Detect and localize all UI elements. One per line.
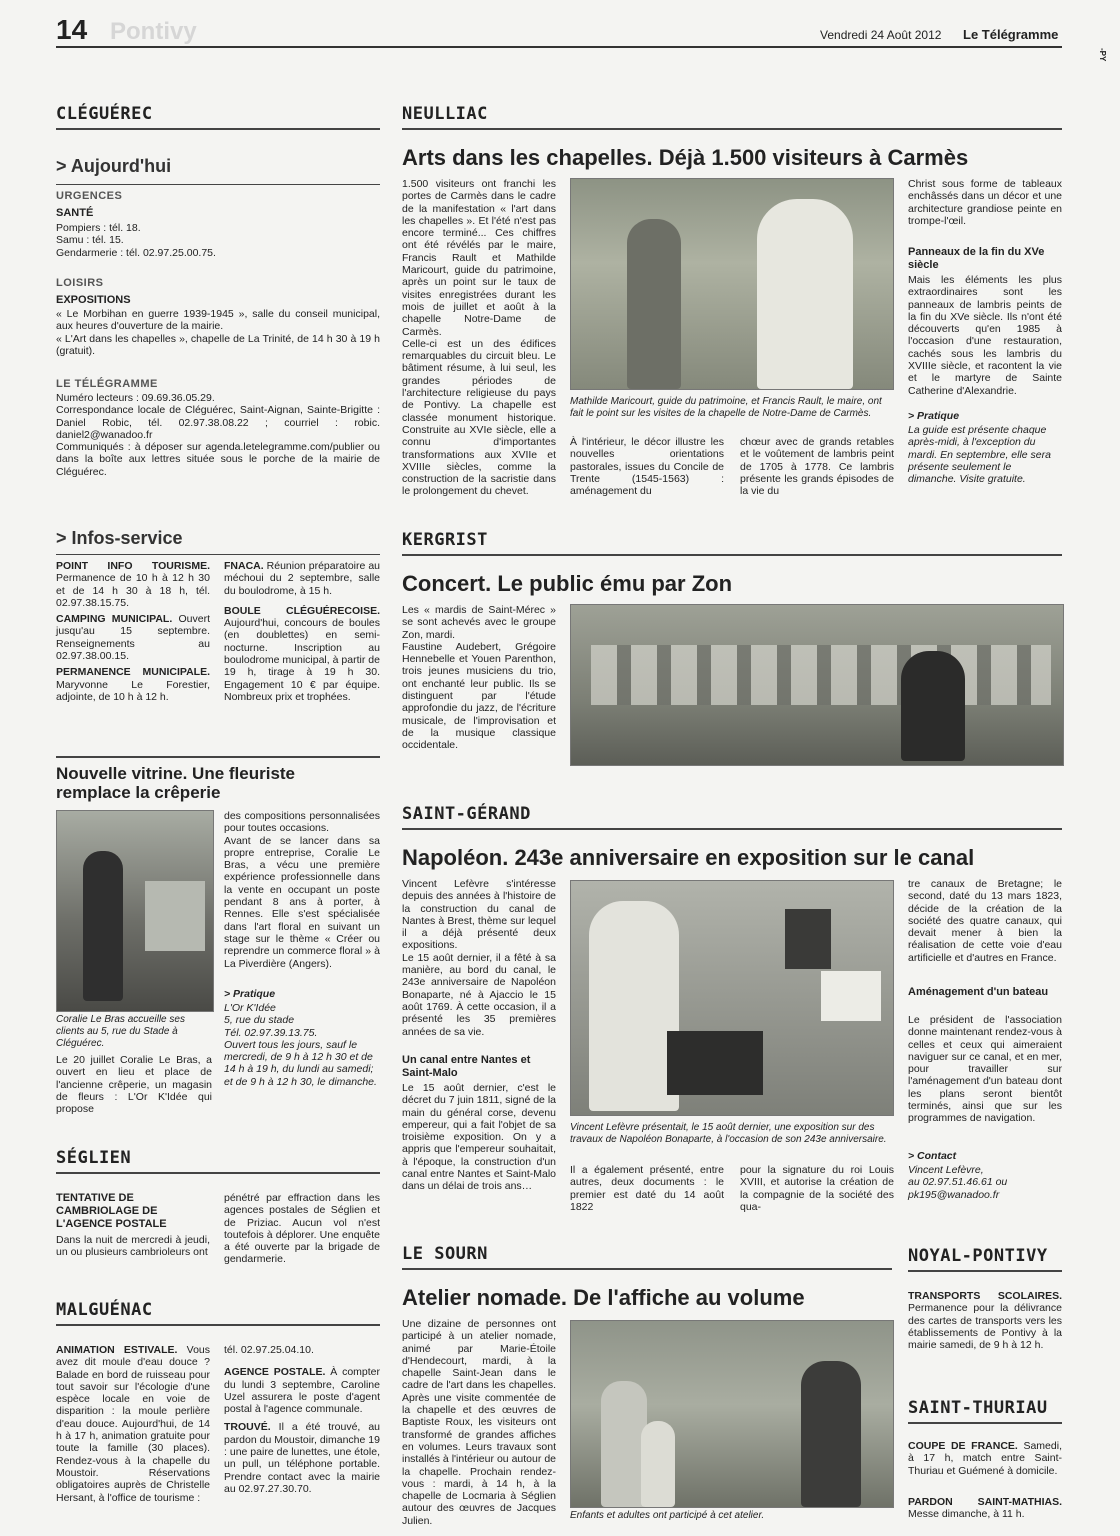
section-rule — [56, 1172, 380, 1174]
section-le-sourn: LE SOURN — [402, 1244, 488, 1264]
neulliac-col-2: À l'intérieur, le décor illustre les nouvelles orientations pastorales, issues du Concile de Trente (1545-1563) : aménagement du — [570, 436, 724, 498]
telegramme-label: LE TÉLÉGRAMME — [56, 378, 158, 390]
le-sourn-headline: Atelier nomade. De l'affiche au volume — [402, 1285, 805, 1310]
photo-frame — [667, 1031, 763, 1095]
header-rule — [56, 46, 1062, 48]
section-rule — [402, 128, 1062, 130]
photo-figure — [627, 219, 681, 389]
section-rule — [402, 828, 1062, 830]
saint-gerand-headline: Napoléon. 243e anniversaire en exposition sur le canal — [402, 845, 975, 870]
info-item — [56, 560, 210, 609]
kergrist-body: Les « mardis de Saint-Mérec » se sont achevés avec le groupe Zon, mardi. Faustine Audebert, Grégoire Hennebelle et Youen Parenthon, trois jeunes musiciens du trio, ont enchanté leur public. Ils se distinguent par l'étude approfondie du jazz, de l'écriture musicale, de l'improvisation et de la musique classique occidentale. — [402, 604, 556, 752]
section-rule — [56, 1324, 380, 1326]
chapel-visit-photo — [570, 178, 894, 390]
trouve-body: Il a été trouvé, au pardon du Moustoir, dimanche 19 : une paire de lunettes, une étole, un pull, un téléphone portable. Prendre contact avec la mairie au 02.97.27.30.70. — [224, 1421, 381, 1495]
edge-code: -PY — [1098, 48, 1107, 62]
photo-figure — [589, 901, 679, 1111]
section-rule — [908, 1422, 1062, 1424]
rule — [56, 756, 380, 758]
transports-head: TRANSPORTS SCOLAIRES. — [908, 1290, 1062, 1302]
vitrine-body-2: des compositions personnalisées pour toutes occasions. Avant de se lancer dans sa propre entreprise, Coralie Le Bras, a vécu une première expérience professionnelle dans la vente en occupant un poste pendant 8 ans à porter, à Rennes. Elle s'est spécialisée dans l'art floral en suivant un stage sur le thème « Créer ou reprendre un commerce floral » à La Piverdière (Angers). — [224, 810, 380, 970]
saint-gerand-col-1a: Vincent Lefèvre s'intéresse depuis des années à l'histoire de la construction du canal de Nantes à Brest, thème sur lequel il a déjà présenté deux expositions. Le 15 août dernier, il a fêté à sa manière, au bord du canal, le 243e anniversaire de Napoléon Bonaparte, né à Ajaccio le 15 août 1769. À cette occasion, il a présenté les 35 premières années de sa vie. — [402, 878, 556, 1038]
seglien-body-1: Dans la nuit de mercredi à jeudi, un ou plusieurs cambrioleurs ont — [56, 1234, 210, 1259]
infos-column-1 — [56, 560, 210, 703]
infos-column-2 — [224, 560, 380, 703]
neulliac-caption: Mathilde Maricourt, guide du patrimoine, et Francis Rault, le maire, ont fait le point sur les visites de la chapelle de Notre-Dame de Carmès. — [570, 396, 882, 419]
vitrine-pratique: L'Or K'Idée 5, rue du stade Tél. 02.97.39.13.75. Ouvert tous les jours, sauf le mercredi, de 9 h à 12 h 30 et de 14 h à 19 h, du lundi au samedi; et de 9 h à 12 h 30, le dimanche. — [224, 1002, 377, 1088]
neulliac-pratique: La guide est présente chaque après-midi, à l'exception du mardi. En septembre, elle sera présente seulement le dimanche. Visite gratuite. — [908, 424, 1051, 486]
transports-item — [908, 1290, 1062, 1351]
info-item-body: Ouvert jusqu'au 15 septembre. Renseignements au 02.97.38.00.15. — [56, 613, 210, 663]
vitrine-caption: Coralie Le Bras accueille ses clients au 5, rue du Stade à Cléguérec. — [56, 1014, 185, 1049]
photo-shelves — [145, 881, 205, 951]
vitrine-pratique-label: > Pratique — [224, 988, 276, 1000]
newspaper-name: Le Télégramme — [963, 27, 1059, 42]
section-cleguerec: CLÉGUÉREC — [56, 104, 153, 124]
saint-gerand-col-4a: tre canaux de Bretagne; le second, daté du 13 mars 1823, décide de la création de la société des quatre canaux, qui devait mener à bien la réalisation de cette voie d'eau artificielle et d'autres en France. — [908, 878, 1062, 964]
today-title: > Aujourd'hui — [56, 156, 172, 176]
loisirs-label: LOISIRS — [56, 277, 104, 289]
malguenac-column-2 — [224, 1344, 380, 1495]
section-malguenac: MALGUÉNAC — [56, 1300, 153, 1320]
section-neulliac: NEULLIAC — [402, 104, 488, 124]
photo-figure — [901, 651, 965, 761]
sante-label: SANTÉ — [56, 207, 94, 219]
neulliac-col-1: 1.500 visiteurs ont franchi les portes de Carmès dans le cadre de la manifestation « l'art dans les chapelles ». Et l'été n'est pas encore terminé... Ces chiffres ont été révélés par le maire, Francis Rault et Mathilde Maricourt, guide du patrimoine, après un point sur le taux de visites enregistrées durant les mois de juillet et août à la chapelle Notre-Dame de Carmès. Celle-ci est un des édifices remarquables du circuit bleu. Le bâtiment résume, à lui seul, les grandes périodes de l'architecture religieuse du pays de Pontivy. La chapelle est classée monument historique. Construite au XVIe siècle, elle a connu d'importantes transformations aux XVIIe et XVIIIe siècles, comme la construction de la sacristie dans le prolongement du chevet. — [402, 178, 556, 498]
info-item-head: POINT INFO TOURISME. — [56, 560, 210, 572]
info-item — [56, 666, 210, 703]
animation-head: ANIMATION ESTIVALE. — [56, 1344, 178, 1356]
photo-figure — [641, 1421, 675, 1507]
section-seglien: SÉGLIEN — [56, 1148, 132, 1168]
napoleon-exhibition-photo — [570, 880, 894, 1116]
photo-figure — [801, 1361, 861, 1507]
ghost-page-title: Pontivy — [110, 18, 197, 45]
agence-body: À compter du lundi 3 septembre, Caroline Uzel assurera le poste d'agent postal à l'agence communale. — [224, 1366, 380, 1416]
coupe-body: Samedi, à 17 h, match entre Saint-Thuriau et Guémené à domicile. — [908, 1440, 1062, 1477]
photo-crowd — [591, 645, 1051, 705]
coupe-head: COUPE DE FRANCE. — [908, 1440, 1018, 1452]
seglien-head: TENTATIVE DE CAMBRIOLAGE DE L'AGENCE POSTALE — [56, 1192, 167, 1230]
florist-photo — [56, 810, 214, 1012]
agence-item — [224, 1366, 380, 1415]
contact-info: Vincent Lefèvre, au 02.97.51.46.61 ou pk195@wanadoo.fr — [908, 1164, 1008, 1201]
neulliac-col-3: chœur avec de grands retables et le voûtement de lambris peint de 1705 à 1778. Ce lambris présente les grands épisodes de la vie du — [740, 436, 894, 498]
infos-service-title: > Infos-service — [56, 528, 183, 548]
neulliac-headline: Arts dans les chapelles. Déjà 1.500 visiteurs à Carmès — [402, 145, 969, 170]
telegramme-text: Numéro lecteurs : 09.69.36.05.29. Correspondance locale de Cléguérec, Saint-Aignan, Sainte-Brigitte : Daniel Robic, tél. 02.97.38.08.22 ; courriel : robic. daniel2@wanadoo.fr Communiqués : à déposer sur agenda.letelegramme.com/publier ou dans la boîte aux lettres située sous le porche de la mairie de Cléguérec. — [56, 392, 380, 478]
section-saint-gerand: SAINT-GÉRAND — [402, 804, 531, 824]
saint-gerand-col-3: pour la signature du roi Louis XVIII, et autorise la création de la compagnie de la société des qua- — [740, 1164, 894, 1213]
saint-gerand-caption: Vincent Lefèvre présentait, le 15 août dernier, une exposition sur des travaux de Napoléon Bonaparte, à l'occasion de son 243e anniversaire. — [570, 1122, 887, 1145]
malguenac-tel: tél. 02.97.25.04.10. — [224, 1344, 314, 1356]
trouve-item — [224, 1421, 380, 1495]
sante-line: Gendarmerie : tél. 02.97.25.00.75. — [56, 246, 216, 259]
coupe-item — [908, 1440, 1062, 1477]
info-item-head: PERMANENCE MUNICIPALE. — [56, 666, 210, 679]
sante-line: Pompiers : tél. 18. — [56, 222, 141, 234]
section-kergrist: KERGRIST — [402, 530, 488, 550]
concert-audience-photo — [570, 604, 1064, 766]
info-item-body: Aujourd'hui, concours de boules (en doublettes) en semi-nocturne. Inscription au boulodrome municipal, à partir de 19 h, tirage à 19 h 30. Engagement 10 € par équipe. Nombreux prix et trophées. — [224, 617, 380, 703]
section-rule — [908, 1270, 1062, 1272]
trouve-head: TROUVÉ. — [224, 1421, 271, 1434]
rule — [56, 184, 380, 185]
page-number: 14 — [56, 14, 88, 45]
neulliac-pratique-label: > Pratique — [908, 410, 960, 422]
info-item-head: BOULE CLÉGUÉRECOISE. — [224, 604, 380, 617]
kergrist-headline: Concert. Le public ému par Zon — [402, 571, 733, 596]
expositions-text: « Le Morbihan en guerre 1939-1945 », salle du conseil municipal, aux heures d'ouverture de la mairie. « L'Art dans les chapelles », chapelle de La Trinité, de 14 h 30 à 19 h (gratuit). — [56, 308, 380, 357]
agence-head: AGENCE POSTALE. — [224, 1366, 326, 1379]
sante-line: Samu : tél. 15. — [56, 234, 124, 247]
seglien-body-2: pénétré par effraction dans les agences postales de Séglien et de Priziac. Aucun vol n'est toutefois à déplorer. Une enquête a été ouverte par la brigade de gendarmerie. — [224, 1192, 380, 1266]
saint-gerand-col-1b: Le 15 août dernier, c'est le décret du 7 juin 1811, signé de la main du général corse, devenu empereur, qui a fait l'objet de sa troisième exposition. On y a appris que l'empereur souhaitait, à l'époque, la construction d'un canal entre Nantes et Saint-Malo dans un délai de trois ans… — [402, 1082, 556, 1193]
saint-gerand-col-2: Il a également présenté, entre autres, deux documents : le premier est daté du 14 août 1822 — [570, 1164, 724, 1213]
transports-body: Permanence pour la délivrance des cartes de transports vers les établissements de Pontivy à la mairie samedi, de 9 h à 12 h. — [908, 1302, 1062, 1352]
workshop-photo — [570, 1320, 894, 1508]
animation-body: Vous avez dit moule d'eau douce ? Balade en bord de ruisseau pour tout savoir sur l'écologie d'une espèce locale en voie de disparition : la moule perlière d'eau douce. Aujourd'hui, de 14 h à 17 h, animation gratuite pour toute la famille (30 places). Rendez-vous à la chapelle du Moustoir. Réservations obligatoires auprès de Christelle Hersant, à l'office de tourisme : — [56, 1344, 210, 1504]
section-saint-thuriau: SAINT-THURIAU — [908, 1398, 1048, 1418]
pardon-body: Messe dimanche, à 11 h. — [908, 1508, 1025, 1521]
section-noyal-pontivy: NOYAL-PONTIVY — [908, 1246, 1048, 1266]
vitrine-body-1: Le 20 juillet Coralie Le Bras, a ouvert en lieu et place de l'ancienne crêperie, un magasin de fleurs : L'Or K'Idée qui propose — [56, 1054, 212, 1116]
urgences-label: URGENCES — [56, 190, 123, 202]
saint-gerand-subhead-1: Un canal entre Nantes et Saint-Malo — [402, 1054, 531, 1079]
photo-frame — [821, 971, 881, 1021]
sante-list — [56, 222, 380, 259]
saint-gerand-subhead-2: Aménagement d'un bateau — [908, 986, 1049, 998]
info-item — [56, 613, 210, 662]
info-item — [224, 605, 380, 703]
section-rule — [56, 128, 380, 130]
info-item-head: CAMPING MUNICIPAL. — [56, 613, 173, 626]
section-rule — [402, 1268, 892, 1270]
pardon-item — [908, 1496, 1062, 1521]
neulliac-col-4a: Christ sous forme de tableaux enchâssés dans un décor et une architecture grandiose peinte en trompe-l'œil. — [908, 178, 1062, 227]
info-item-head: FNACA. — [224, 560, 264, 572]
info-item-body: Maryvonne Le Forestier, adjointe, de 10 h à 12 h. — [56, 678, 210, 703]
photo-frame — [785, 909, 831, 969]
photo-figure — [83, 851, 123, 1001]
contact-label: > Contact — [908, 1150, 957, 1162]
photo-figure — [757, 199, 853, 389]
section-rule — [402, 554, 1062, 556]
issue-date: Vendredi 24 Août 2012 — [820, 28, 942, 42]
expositions-label: EXPOSITIONS — [56, 294, 131, 306]
neulliac-col-4b: Mais les éléments les plus extraordinaires sont les panneaux de lambris peints de la fin du XVe siècle. Ils n'ont été découverts qu'en 1985 à l'occasion d'une restauration, cachés sous les lambris du XVIIIe siècle, et racontent la vie et le martyre de Sainte Catherine d'Alexandrie. — [908, 274, 1062, 397]
info-item-body: Permanence de 10 h à 12 h 30 et de 14 h 30 à 18 h, tél. 02.97.38.15.75. — [56, 572, 210, 609]
le-sourn-caption: Enfants et adultes ont participé à cet atelier. — [570, 1510, 765, 1521]
vitrine-headline: Nouvelle vitrine. Une fleuriste remplace la crêperie — [56, 764, 296, 802]
le-sourn-body: Une dizaine de personnes ont participé à un atelier nomade, animé par Marie-Étoile d'Hendecourt, mardi, à la chapelle Saint-Jean dans le cadre de l'art dans les chapelles. Après une visite commentée de la chapelle et des œuvres de Baptiste Roux, les visiteurs ont transformé de grandes affiches en volumes. Leurs travaux sont installés à l'intérieur ou autour de la chapelle. Prochain rendez-vous : mardi, à 14 h, à la chapelle de Locmaria à Séglien autour des œuvres de Jacques Julien. — [402, 1318, 556, 1527]
info-item-body: Réunion préparatoire au méchoui du 2 septembre, salle du boulodrome, à 15 h. — [224, 560, 381, 597]
pardon-head: PARDON SAINT-MATHIAS. — [908, 1496, 1062, 1508]
info-item — [224, 560, 380, 597]
neulliac-subhead: Panneaux de la fin du XVe siècle — [908, 246, 1045, 271]
rule — [56, 554, 380, 555]
saint-gerand-col-4b: Le président de l'association donne maintenant rendez-vous à celles et ceux qui aimeraient naviguer sur ce canal, et en mer, pour travailler sur l'aménagement d'un bateau dont les plans seront bientôt terminés, ainsi que sur les programmes de navigation. — [908, 1014, 1062, 1125]
animation-item — [56, 1344, 210, 1504]
